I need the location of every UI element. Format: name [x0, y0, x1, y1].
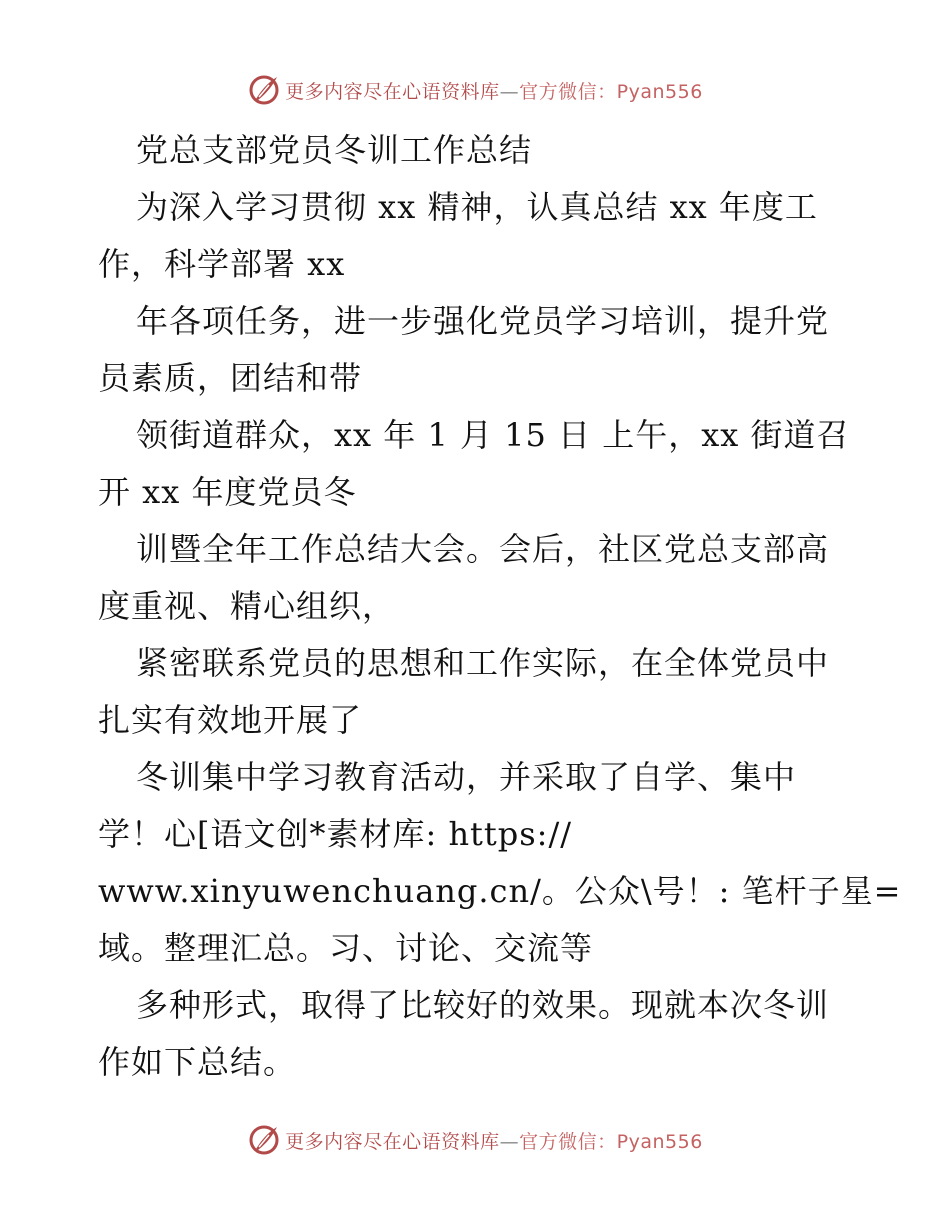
header-watermark-banner [0, 70, 950, 110]
banner-wechat-text: 官方微信：Pyan556 [519, 80, 703, 103]
text-line: 域。整理汇总。习、讨论、交流等 [98, 929, 594, 967]
quill-pen-logo-icon [247, 1123, 281, 1157]
text-line: 领街道群众，xx 年 1 月 15 日 上午，xx 街道召 [136, 416, 850, 454]
text-line: 员素质，团结和带 [98, 359, 363, 397]
text-line: 为深入学习贯彻 xx 精神，认真总结 xx 年度工 [136, 188, 818, 226]
text-line: 作，科学部署 xx [98, 245, 346, 283]
banner-site-text: 更多内容尽在心语资料库 [285, 80, 500, 103]
banner-dash: — [499, 1130, 520, 1153]
text-line: 开 xx 年度党员冬 [98, 473, 357, 511]
quill-pen-logo-icon [247, 73, 281, 107]
banner-site-text: 更多内容尽在心语资料库 [285, 1130, 500, 1153]
text-line: www.xinyuwenchuang.cn/。公众\号！: 笔杆子星= [98, 872, 902, 910]
banner-wechat-text: 官方微信：Pyan556 [519, 1130, 703, 1153]
text-line: 紧密联系党员的思想和工作实际，在全体党员中 [136, 644, 830, 682]
text-line: 冬训集中学习教育活动，并采取了自学、集中 [136, 758, 797, 796]
text-line: 训暨全年工作总结大会。会后，社区党总支部高 [136, 530, 830, 568]
text-line: 学！心[语文创*素材库: https:// [98, 815, 573, 853]
text-line: 扎实有效地开展了 [98, 701, 363, 739]
text-line: 度重视、精心组织， [98, 587, 396, 625]
document-title: 党总支部党员冬训工作总结 [136, 131, 533, 169]
text-line: 年各项任务，进一步强化党员学习培训，提升党 [136, 302, 830, 340]
text-line: 作如下总结。 [98, 1043, 297, 1081]
banner-text [285, 1127, 703, 1154]
text-line: 多种形式，取得了比较好的效果。现就本次冬训 [136, 986, 830, 1024]
footer-watermark-banner [0, 1120, 950, 1160]
document-body [98, 122, 902, 1091]
banner-text [285, 77, 703, 104]
banner-dash: — [499, 80, 520, 103]
